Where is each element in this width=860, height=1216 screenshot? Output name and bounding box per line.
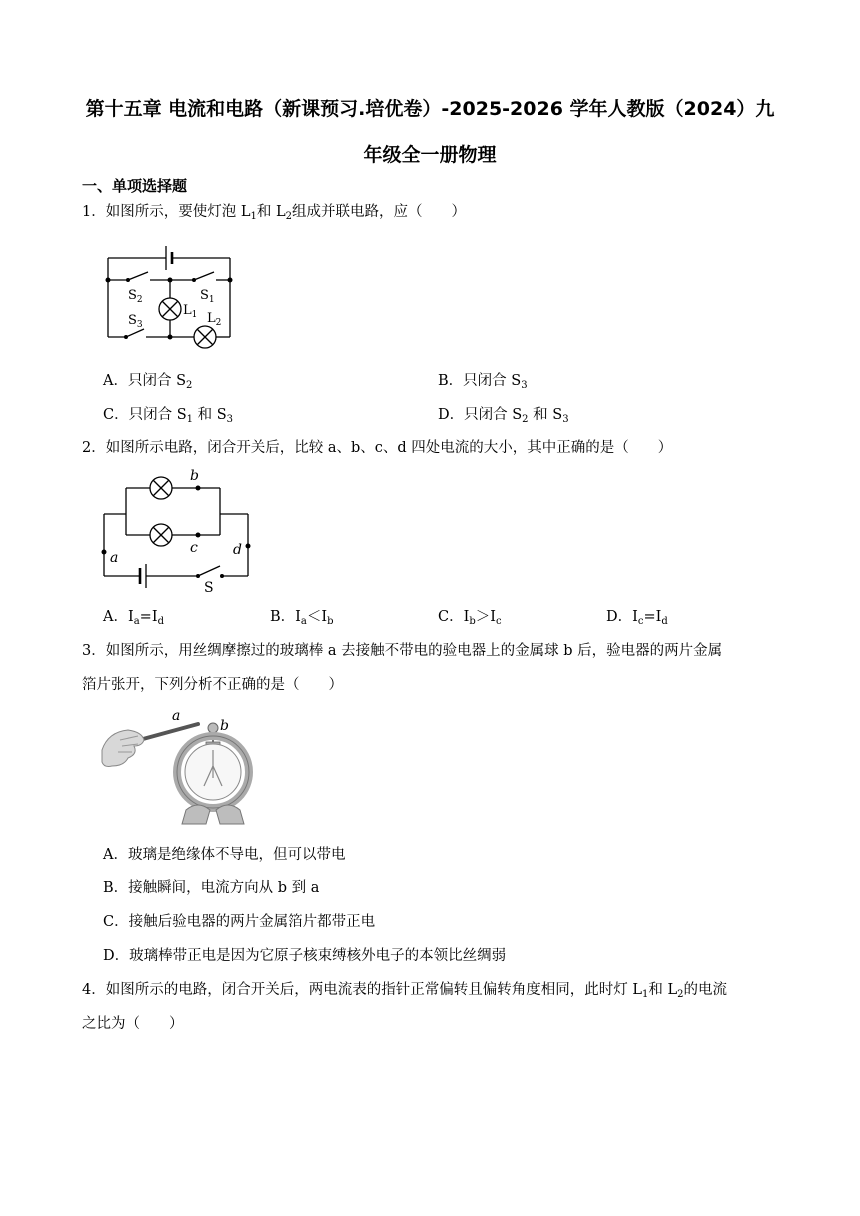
q2-option-c[interactable]: C．$I_b>I_c$ <box>438 609 502 627</box>
q2-circuit-diagram <box>98 466 258 594</box>
label-s3: $S_3$ <box>128 313 143 330</box>
question-3-stem-line2: 箔片张开，下列分析不正确的是（ ） <box>82 677 343 693</box>
q3-electroscope-figure <box>98 706 268 830</box>
label-s2: $S_2$ <box>128 288 143 305</box>
label-d: d <box>233 542 242 558</box>
q3-option-b[interactable]: B．接触瞬间，电流方向从 b 到 a <box>103 880 320 896</box>
question-2-stem: 2．如图所示电路，闭合开关后，比较 a、b、c、d 四处电流的大小，其中正确的是（ ） <box>82 440 673 456</box>
label-s: S <box>204 580 214 594</box>
question-3-stem-line1: 3．如图所示，用丝绸摩擦过的玻璃棒 a 去接触不带电的验电器上的金属球 b 后，验电器的两片金属 <box>82 643 723 659</box>
q3-option-a[interactable]: A．玻璃是绝缘体不导电，但可以带电 <box>103 847 346 863</box>
label-b: b <box>190 468 199 484</box>
label-a: a <box>172 708 181 724</box>
q1-circuit-diagram <box>100 236 240 354</box>
label-c: c <box>190 540 198 556</box>
q3-option-c[interactable]: C．接触后验电器的两片金属箔片都带正电 <box>103 914 376 930</box>
question-4-stem-line2: 之比为（ ） <box>82 1016 184 1032</box>
question-1-stem: 1．如图所示，要使灯泡 $L_1$和 $L_2$组成并联电路，应（ ） <box>82 204 466 222</box>
question-4-stem-line1: 4．如图所示的电路，闭合开关后，两电流表的指针正常偏转且偏转角度相同，此时灯 $L_1$和 $L_2$的电流 <box>82 982 727 1000</box>
label-l1: $L_1$ <box>183 303 198 320</box>
q2-option-d[interactable]: D．$I_c=I_d$ <box>606 609 668 627</box>
doc-title-line1: 第十五章 电流和电路（新课预习.培优卷）-2025-2026 学年人教版（2024）九 <box>85 98 775 120</box>
q1-option-b[interactable]: B．只闭合 $S_3$ <box>438 373 528 391</box>
doc-title-line2: 年级全一册物理 <box>363 144 497 166</box>
q1-option-c[interactable]: C．只闭合 $S_1$ 和 $S_3$ <box>103 407 234 425</box>
q1-option-d[interactable]: D．只闭合 $S_2$ 和 $S_3$ <box>438 407 569 425</box>
label-b: b <box>220 718 229 734</box>
section-heading: 一、单项选择题 <box>82 177 188 195</box>
q3-option-d[interactable]: D．玻璃棒带正电是因为它原子核束缚核外电子的本领比丝绸弱 <box>103 948 507 964</box>
label-a: a <box>110 550 119 566</box>
q1-option-a[interactable]: A．只闭合 $S_2$ <box>103 373 193 391</box>
q2-option-a[interactable]: A．$I_a=I_d$ <box>103 609 164 627</box>
label-s1: $S_1$ <box>200 288 215 305</box>
q2-option-b[interactable]: B．$I_a<I_b$ <box>270 609 334 627</box>
label-l2: $L_2$ <box>207 311 222 328</box>
